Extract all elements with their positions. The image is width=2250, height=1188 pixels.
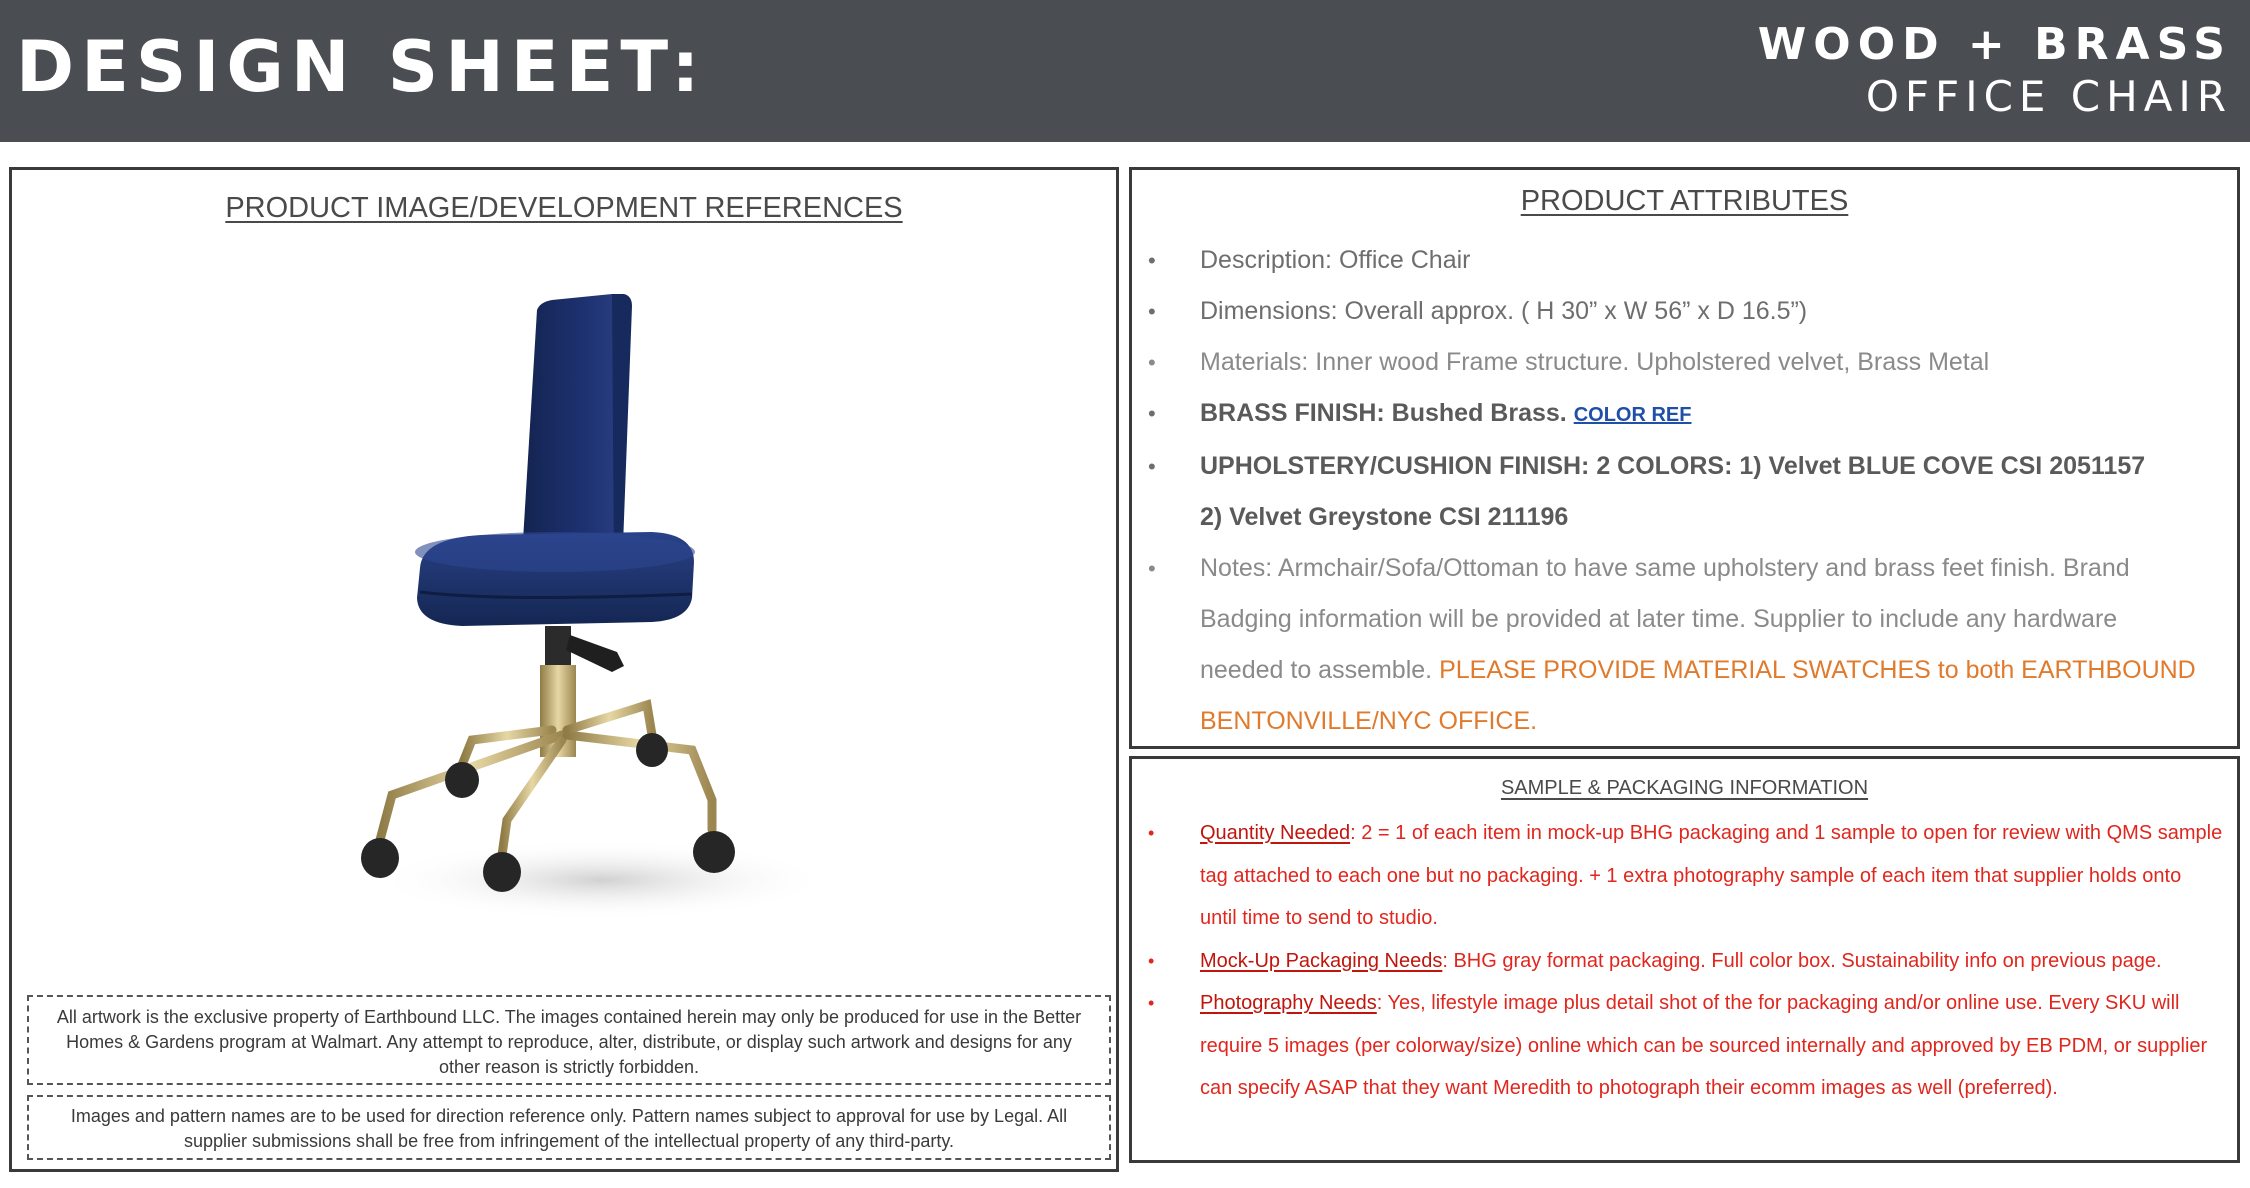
bullet: • bbox=[1148, 248, 1156, 273]
bullet: • bbox=[1148, 454, 1156, 479]
image-reference-disclaimer: Images and pattern names are to be used for direction reference only. Pattern names subject to approval for use by Legal. All supplier submissions shall be free from infringement of the intellectual property of any third-party. bbox=[27, 1095, 1111, 1160]
product-title-line2: OFFICE CHAIR bbox=[1865, 72, 2232, 121]
bullet: • bbox=[1148, 950, 1155, 971]
item-label: Quantity Needed bbox=[1200, 822, 1351, 844]
attr-notes: • Notes: Armchair/Sofa/Ottoman to have same upholstery and brass feet finish. Brand Badging information will be provided at later time. Supplier to include any hardware needed to assemble. PLEASE PROVIDE MATERIAL SWATCHES to both EARTHBOUND BENTONVILLE/NYC OFFICE. bbox=[1132, 543, 2237, 747]
bullet: • bbox=[1148, 823, 1155, 843]
product-attributes-panel bbox=[1129, 167, 2240, 749]
sample-packaging-list bbox=[1132, 812, 2237, 1110]
list-item bbox=[1132, 982, 2237, 1110]
bullet: • bbox=[1148, 993, 1155, 1013]
product-image-panel bbox=[9, 167, 1119, 1172]
sample-packaging-panel bbox=[1129, 756, 2240, 1163]
item-text: : BHG gray format packaging. Full color box. Sustainability info on previous page. bbox=[1442, 949, 2162, 972]
attr-materials: • Materials: Inner wood Frame structure. Upholstered velvet, Brass Metal bbox=[1132, 337, 2237, 388]
attributes-list bbox=[1132, 235, 2237, 747]
bullet: • bbox=[1148, 299, 1156, 324]
product-image-heading: PRODUCT IMAGE/DEVELOPMENT REFERENCES bbox=[225, 192, 903, 224]
attr-upholstery: • UPHOLSTERY/CUSHION FINISH: 2 COLORS: 1) Velvet BLUE COVE CSI 2051157 2) Velvet Greystone CSI 211196 bbox=[1132, 441, 2237, 543]
attr-brass-finish: • BRASS FINISH: Bushed Brass. COLOR REF bbox=[1132, 388, 2237, 441]
item-text: : 2 = 1 of each item in mock-up BHG packaging and 1 sample to open for review with QMS sample tag attached to each one but no packaging. + 1 extra photography sample of each item that supplier holds onto until time to send to studio. bbox=[1200, 822, 2223, 929]
list-item bbox=[1132, 812, 2237, 940]
bullet: • bbox=[1148, 556, 1156, 581]
swatch-request-note: PLEASE PROVIDE MATERIAL SWATCHES to both EARTHBOUND BENTONVILLE/NYC OFFICE. bbox=[1200, 656, 2196, 735]
item-text: : Yes, lifestyle image plus detail shot of the for packaging and/or online use. Every SKU will require 5 images (per colorway/size) online which can be sourced internally and approved by EB PDM, or supplier can specify ASAP that they want Meredith to photograph their ecomm images as well (preferred). bbox=[1200, 992, 2208, 1099]
attr-description: • Description: Office Chair bbox=[1132, 235, 2237, 286]
artwork-ownership-disclaimer: All artwork is the exclusive property of Earthbound LLC. The images contained herein may only be produced for use in the Better Homes & Gardens program at Walmart. Any attempt to reproduce, alter, distribute, or display such artwork and designs for any other reason is strictly forbidden. bbox=[27, 995, 1111, 1085]
sample-packaging-heading: SAMPLE & PACKAGING INFORMATION bbox=[1500, 777, 1869, 799]
office-chair-image bbox=[352, 280, 852, 920]
header-bar bbox=[0, 0, 2250, 142]
page-title: DESIGN SHEET: bbox=[16, 26, 707, 108]
bullet: • bbox=[1148, 350, 1156, 375]
attr-dimensions: • Dimensions: Overall approx. ( H 30” x W 56” x D 16.5”) bbox=[1132, 286, 2237, 337]
product-title-line1: WOOD + BRASS bbox=[1757, 19, 2232, 70]
list-item bbox=[1132, 940, 2237, 983]
item-label: Mock-Up Packaging Needs bbox=[1200, 949, 1443, 972]
item-label: Photography Needs bbox=[1200, 992, 1377, 1014]
product-title bbox=[1758, 18, 2232, 122]
bullet: • bbox=[1148, 401, 1156, 426]
color-ref-link[interactable]: COLOR REF bbox=[1573, 404, 1692, 426]
product-attributes-heading: PRODUCT ATTRIBUTES bbox=[1520, 185, 1849, 217]
